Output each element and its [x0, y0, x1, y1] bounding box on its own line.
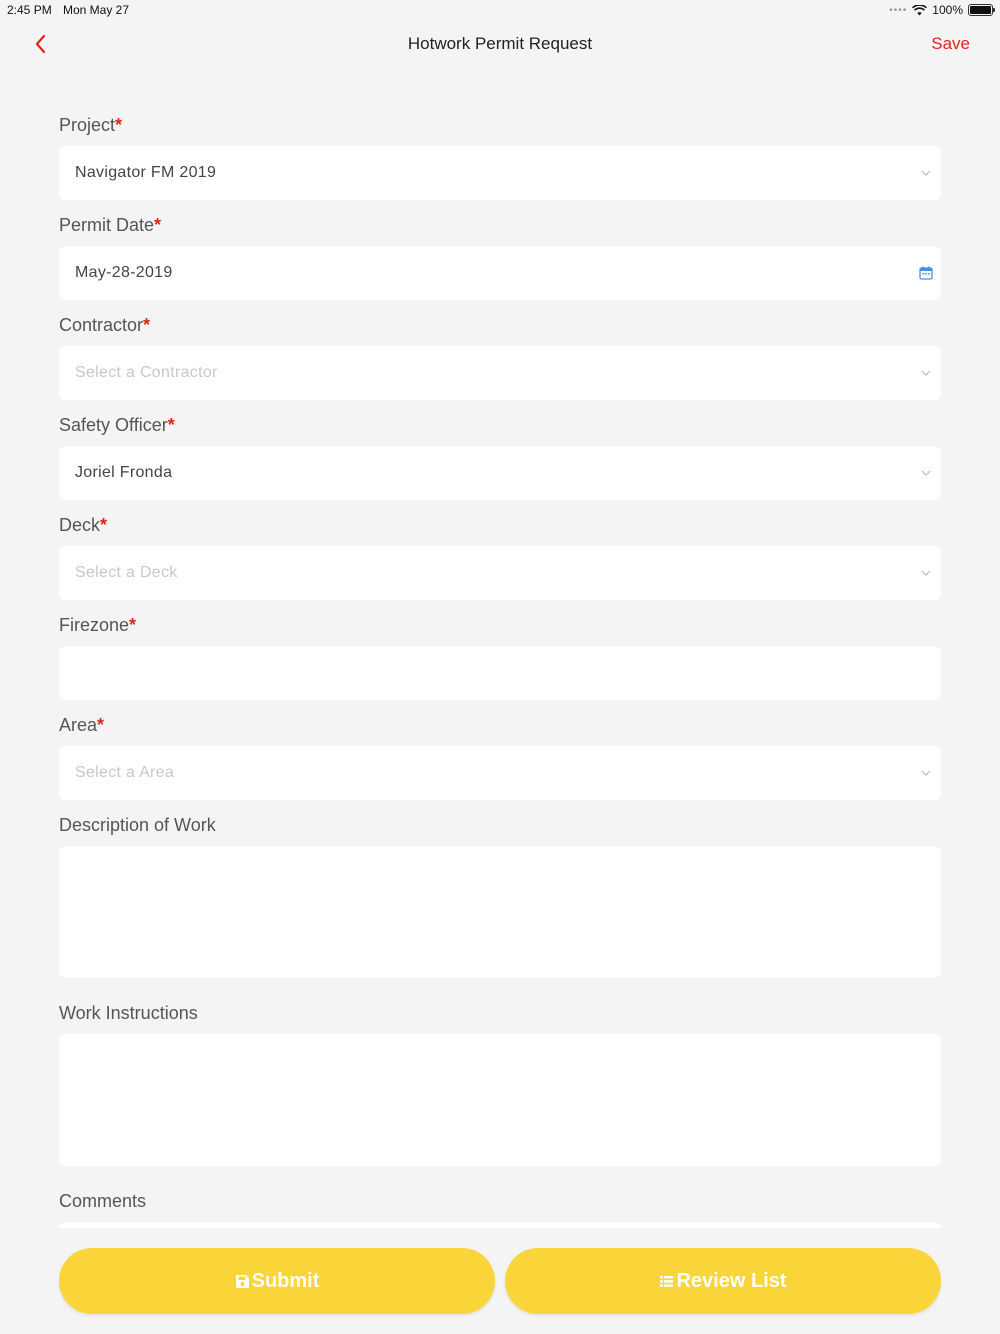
required-mark: * [129, 615, 137, 635]
battery-percent: 100% [932, 3, 963, 17]
submit-label: Submit [251, 1269, 320, 1292]
deck-select[interactable] [59, 546, 941, 600]
battery-icon [968, 4, 993, 16]
submit-button[interactable] [59, 1248, 495, 1314]
deck-placeholder: Select a Deck [75, 564, 178, 581]
permit-form [59, 110, 941, 1228]
save-button[interactable]: Save [931, 34, 970, 53]
required-mark: * [100, 515, 108, 535]
area-label: Area* [59, 715, 105, 735]
required-mark: * [97, 715, 105, 735]
wifi-icon [912, 5, 927, 16]
contractor-label: Contractor* [59, 315, 151, 335]
comments-textarea[interactable] [59, 1222, 941, 1228]
firezone-input[interactable] [59, 646, 941, 700]
chevron-down-icon [921, 568, 931, 578]
instructions-label: Work Instructions [59, 1003, 198, 1023]
deck-label: Deck* [59, 515, 108, 535]
status-date: Mon May 27 [63, 3, 130, 17]
nav-bar [0, 20, 1000, 70]
required-mark: * [154, 215, 162, 235]
description-label: Description of Work [59, 815, 216, 835]
contractor-placeholder: Select a Contractor [75, 364, 218, 381]
contractor-select[interactable] [59, 346, 941, 400]
safety-officer-value: Joriel Fronda [75, 464, 173, 481]
review-list-label: Review List [676, 1269, 787, 1292]
permit-date-value: May-28-2019 [75, 264, 173, 281]
comments-label: Comments [59, 1191, 147, 1211]
list-icon [659, 1274, 674, 1289]
review-list-button[interactable] [505, 1248, 941, 1314]
project-value: Navigator FM 2019 [75, 164, 217, 181]
permit-date-picker[interactable] [59, 246, 941, 300]
required-mark: * [143, 315, 151, 335]
project-label: Project* [59, 115, 123, 135]
description-textarea[interactable] [59, 846, 941, 978]
safety-officer-select[interactable] [59, 446, 941, 500]
instructions-textarea[interactable] [59, 1034, 941, 1166]
project-select[interactable] [59, 146, 941, 200]
calendar-icon[interactable] [919, 266, 933, 280]
signal-icon: •••• [889, 4, 908, 16]
chevron-down-icon [921, 368, 931, 378]
status-right [889, 3, 993, 17]
status-time: 2:45 PM [7, 3, 52, 17]
firezone-label: Firezone* [59, 615, 137, 635]
required-mark: * [167, 415, 175, 435]
chevron-down-icon [921, 468, 931, 478]
safety-officer-label: Safety Officer* [59, 415, 175, 435]
area-select[interactable] [59, 746, 941, 800]
chevron-down-icon [921, 768, 931, 778]
chevron-down-icon [921, 168, 931, 178]
save-icon [235, 1274, 250, 1289]
page-title: Hotwork Permit Request [407, 34, 593, 53]
area-placeholder: Select a Area [75, 764, 175, 781]
required-mark: * [115, 115, 123, 135]
permit-date-label: Permit Date* [59, 215, 162, 235]
status-bar [0, 0, 1000, 20]
